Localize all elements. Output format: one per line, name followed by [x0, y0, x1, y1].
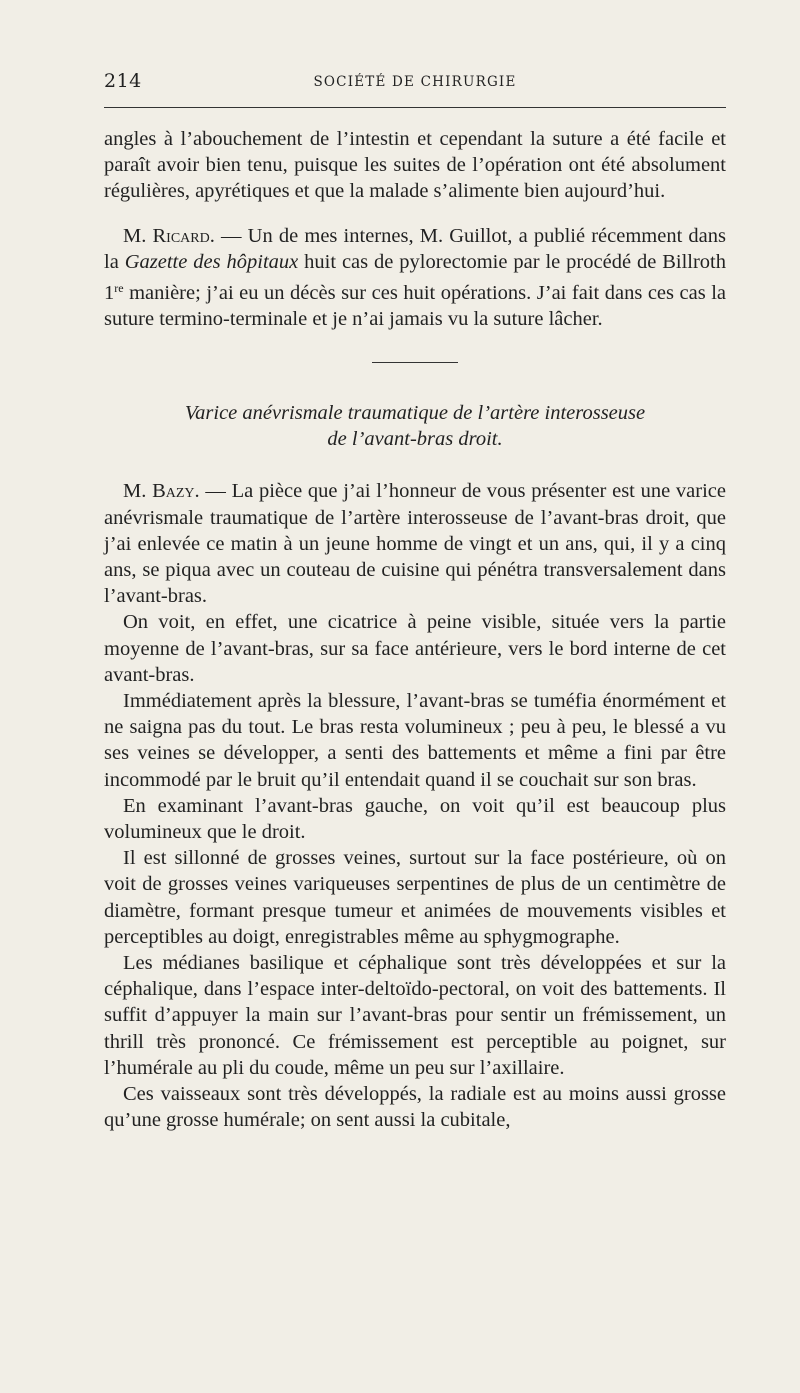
paragraph: Immédiatement après la blessure, l’avant-bras se tuméfia énormément et ne saigna pas du tout. Le bras resta volumineux ; peu à peu, le blessé a vu ses veines se développer, a senti des battements et même a fini par être incommodé par le bruit qu’il entendait quand il se couchait sur son bras.: [104, 690, 726, 791]
page-header: [104, 70, 726, 100]
section-title: [104, 400, 726, 452]
ordinal-superscript: re: [114, 281, 124, 296]
ricard-text-2: huit cas de pylorectomie par le procédé de Billroth 1: [104, 250, 726, 305]
section-divider: [372, 362, 458, 363]
ricard-text-3: manière; j’ai eu un décès sur ces huit opérations. J’ai fait dans ces cas la suture termino-terminale et je n’ai jamais vu la suture lâcher.: [104, 282, 726, 331]
paragraph: En examinant l’avant-bras gauche, on voit qu’il est beaucoup plus volumineux que le droit.: [104, 794, 726, 844]
section-title-line-1: Varice anévrismale traumatique de l’artère interosseuse: [184, 402, 646, 425]
page-number: 214: [104, 70, 142, 92]
section-title-line-2: de l’avant-bras droit.: [327, 428, 503, 451]
header-rule: [104, 107, 726, 108]
paragraph: Il est sillonné de grosses veines, surtout sur la face postérieure, où on voit de grosses veines variqueuses serpentines de plus de un centimètre de diamètre, formant presque tumeur et animées de mouvements visibles et perceptibles au doigt, enregistrables même au sphygmographe.: [104, 847, 726, 948]
paragraph: Ces vaisseaux sont très développés, la radiale est au moins aussi grosse qu’une grosse humérale; on sent aussi la cubitale,: [104, 1083, 726, 1132]
paragraph: On voit, en effet, une cicatrice à peine visible, située vers la partie moyenne de l’avant-bras, sur sa face antérieure, vers le bord interne de cet avant-bras.: [104, 611, 726, 686]
running-title: SOCIÉTÉ DE CHIRURGIE: [313, 74, 517, 90]
journal-title: Gazette des hôpitaux: [124, 250, 299, 273]
paragraph-spacer: [104, 205, 726, 223]
speaker-bazy: M. Bazy.: [123, 480, 200, 503]
paragraph: Les médianes basilique et céphalique sont très développées et sur la céphalique, dans l’espace inter-deltoïdo-pectoral, on voit des battements. Il suffit d’appuyer la main sur l’avant-bras pour sentir un frémissement, un thrill très prononcé. Ce frémissement est perceptible au poignet, sur l’humérale au pli du coude, même un peu sur l’axillaire.: [104, 952, 726, 1079]
speaker-ricard: M. Ricard.: [123, 224, 215, 247]
paragraph-ricard: [104, 223, 726, 333]
ricard-text-1: — Un de mes internes, M. Guillot, a publié récemment dans la: [104, 224, 727, 273]
body-text: [104, 126, 726, 1134]
bazy-text: — La pièce que j’ai l’honneur de vous présenter est une varice anévrismale traumatique de l’artère interosseuse de l’avant-bras droit, que j’ai enlevée ce matin à un jeune homme de vingt et un ans, qui, il y a cinq ans, se piqua avec un couteau de cuisine qui pénétra transversalement dans l’avant-bras.: [104, 480, 726, 608]
paragraph-continuation: angles à l’abouchement de l’intestin et cependant la suture a été facile et paraît avoir bien tenu, puisque les suites de l’opération ont été absolument régulières, apyrétiques et que la malade s’alimente bien aujourd’hui.: [104, 128, 726, 203]
paragraph-bazy: [104, 478, 726, 609]
